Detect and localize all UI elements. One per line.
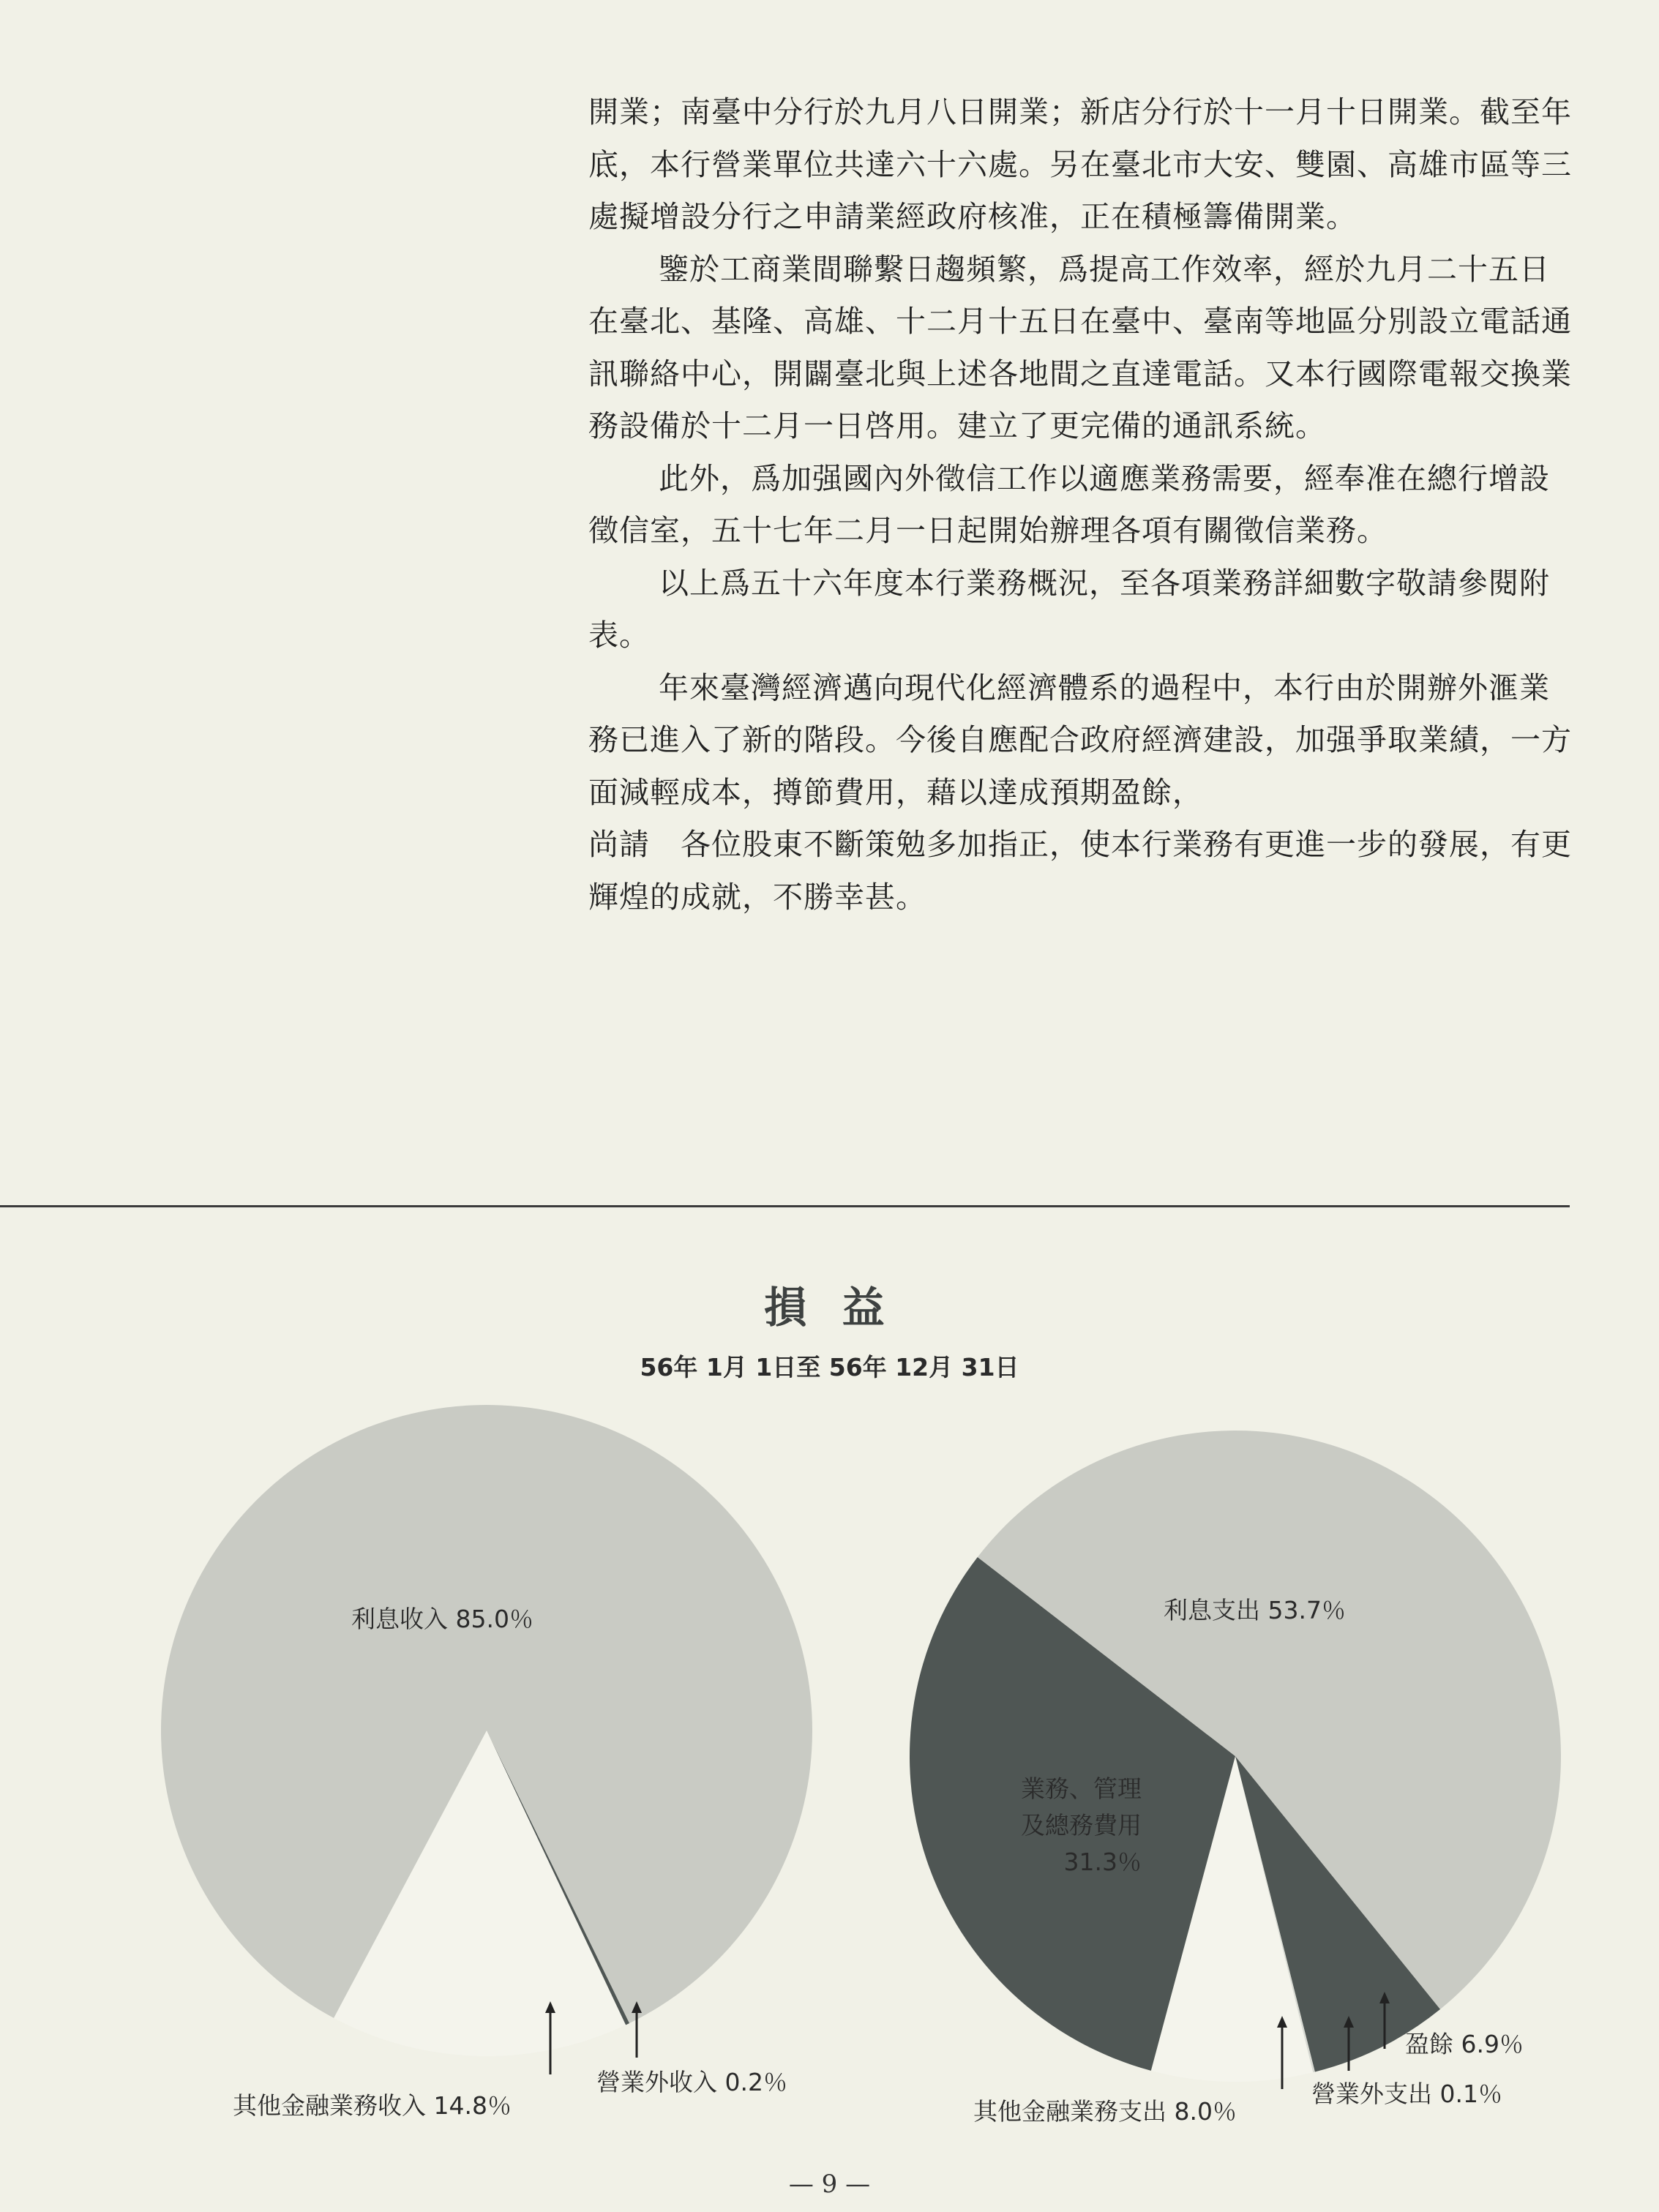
income-pie-chart bbox=[161, 1405, 812, 2056]
label-operating-admin-expense bbox=[973, 1771, 1142, 1881]
paragraph-communications: 鑒於工商業間聯繫日趨頻繁，爲提高工作效率，經於九月二十五日在臺北、基隆、高雄、十二月十五日在臺中、臺南等地區分別設立電話通訊聯絡中心，開闢臺北與上述各地間之直達電話。又本行國際電報交換業務設備於十二月一日啓用。建立了更完備的通訊系統。 bbox=[588, 251, 1572, 443]
paragraph-credit-office: 此外，爲加强國內外徵信工作以適應業務需要，經奉准在總行增設徵信室，五十七年二月一日起開始辦理各項有關徵信業務。 bbox=[588, 460, 1550, 548]
label-interest-income: 利息收入 85.0％ bbox=[351, 1605, 533, 1633]
chart-subtitle: 56年 1月 1日至 56年 12月 31日 bbox=[640, 1353, 1019, 1381]
label-other-financial-expense: 其他金融業務支出 8.0％ bbox=[973, 2097, 1237, 2126]
paragraph-summary: 以上爲五十六年度本行業務概況，至各項業務詳細數字敬請參閱附表。 bbox=[588, 565, 1550, 653]
expense-pie-chart bbox=[910, 1431, 1561, 2082]
page-number: — 9 — bbox=[788, 2170, 871, 2199]
label-interest-expense: 利息支出 53.7％ bbox=[1164, 1596, 1346, 1624]
label-non-operating-income: 營業外收入 0.2％ bbox=[596, 2068, 787, 2096]
label-expense-line-1: 業務、管理 bbox=[1021, 1774, 1142, 1803]
label-non-operating-expense: 營業外支出 0.1％ bbox=[1311, 2080, 1502, 2108]
paragraph-outlook: 年來臺灣經濟邁向現代化經濟體系的過程中，本行由於開辦外滙業務已進入了新的階段。今後自應配合政府經濟建設，加强爭取業績，一方面減輕成本，撙節費用，藉以達成預期盈餘， bbox=[588, 670, 1572, 810]
label-expense-line-3: 31.3％ bbox=[1063, 1848, 1142, 1876]
label-expense-line-2: 及總務費用 bbox=[1021, 1811, 1142, 1840]
chart-title: 損 益 bbox=[764, 1283, 895, 1332]
label-surplus: 盈餘 6.9％ bbox=[1405, 2030, 1524, 2058]
paragraph-closing: 尚請 各位股東不斷策勉多加指正，使本行業務有更進一步的發展，有更輝煌的成就，不勝幸甚。 bbox=[588, 827, 1572, 915]
paragraph-branch-openings: 開業；南臺中分行於九月八日開業；新店分行於十一月十日開業。截至年底，本行營業單位共達六十六處。另在臺北市大安、雙園、高雄市區等三處擬增設分行之申請業經政府核准，正在積極籌備開業。 bbox=[588, 94, 1572, 234]
label-other-financial-income: 其他金融業務收入 14.8％ bbox=[233, 2091, 512, 2120]
